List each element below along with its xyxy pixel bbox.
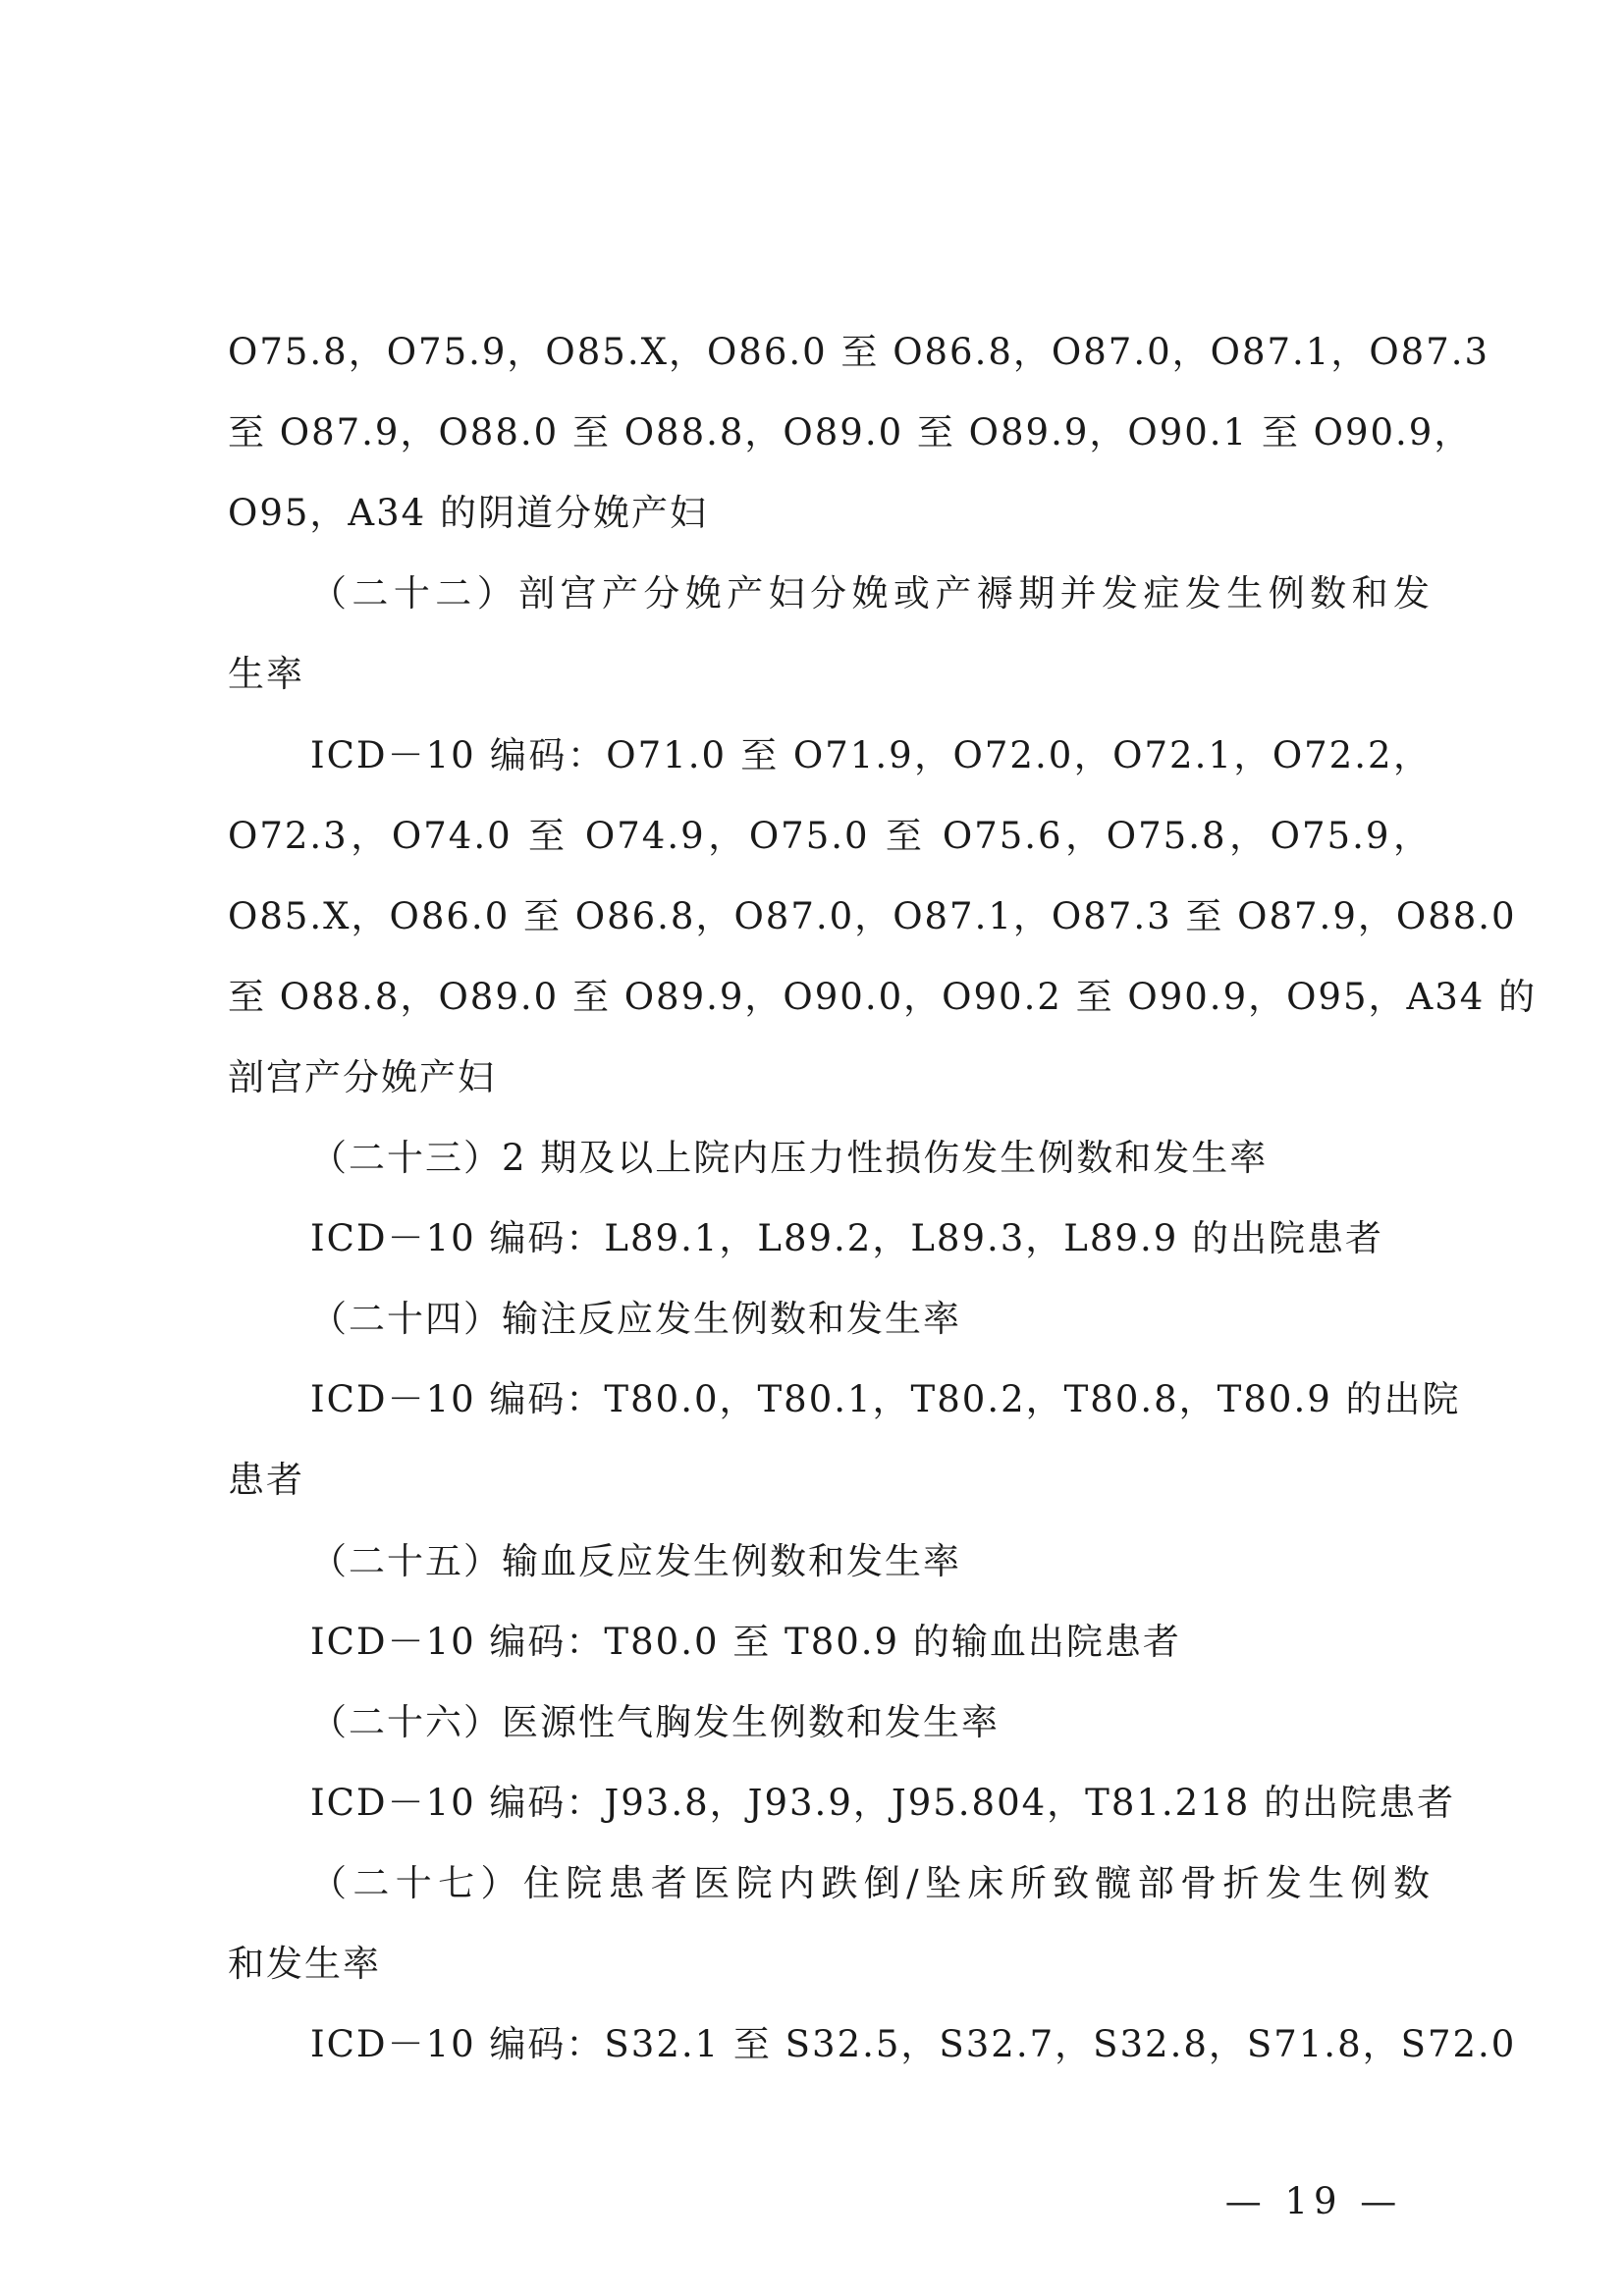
section-heading-22: （二十二）剖宫产分娩产妇分娩或产褥期并发症发生例数和发 (310, 572, 1432, 614)
icd-code-line-27: ICD－10 编码：S32.1 至 S32.5，S32.7，S32.8，S71.8，S72.0 (310, 2023, 1517, 2065)
section-heading-26: （二十六）医源性气胸发生例数和发生率 (310, 1701, 1000, 1743)
section-heading-24: （二十四）输注反应发生例数和发生率 (310, 1298, 961, 1340)
icd-code-line-25: ICD－10 编码：T80.0 至 T80.9 的输血出院患者 (310, 1621, 1181, 1663)
icd-code-line-24-2: 患者 (228, 1459, 304, 1501)
section-heading-27: （二十七）住院患者医院内跌倒/坠床所致髋部骨折发生例数 (310, 1862, 1432, 1904)
icd-code-line-22-1: ICD－10 编码：O71.0 至 O71.9，O72.0，O72.1，O72.2， (310, 734, 1432, 776)
icd-code-line-23: ICD－10 编码：L89.1，L89.2，L89.3，L89.9 的出院患者 (310, 1217, 1384, 1259)
text-line-2: 至 O87.9，O88.0 至 O88.8，O89.0 至 O89.9，O90.1 至 O90.9， (228, 411, 1473, 454)
icd-code-line-22-3: O85.X，O86.0 至 O86.8，O87.0，O87.1，O87.3 至 O87.9，O88.0 (228, 895, 1517, 937)
section-heading-25: （二十五）输血反应发生例数和发生率 (310, 1540, 961, 1582)
section-heading-23: （二十三）2 期及以上院内压力性损伤发生例数和发生率 (310, 1137, 1269, 1179)
page-number: — 19 — (1224, 2180, 1403, 2222)
text-line-1: O75.8，O75.9，O85.X，O86.0 至 O86.8，O87.0，O87.1，O87.3 (228, 331, 1490, 373)
text-line-3: O95，A34 的阴道分娩产妇 (228, 492, 708, 534)
icd-code-line-26: ICD－10 编码：J93.8，J93.9，J95.804，T81.218 的出院患者 (310, 1782, 1456, 1824)
text-line-5: 生率 (228, 653, 304, 695)
icd-code-line-22-2: O72.3，O74.0 至 O74.9，O75.0 至 O75.6，O75.8，O75.9， (228, 815, 1432, 857)
text-line-21: 和发生率 (228, 1943, 381, 1985)
icd-code-line-22-4: 至 O88.8，O89.0 至 O89.9，O90.0，O90.2 至 O90.9，O95，A34 的 (228, 976, 1538, 1018)
icd-code-line-22-5: 剖宫产分娩产妇 (228, 1056, 496, 1098)
icd-code-line-24-1: ICD－10 编码：T80.0，T80.1，T80.2，T80.8，T80.9 的出院 (310, 1378, 1461, 1420)
